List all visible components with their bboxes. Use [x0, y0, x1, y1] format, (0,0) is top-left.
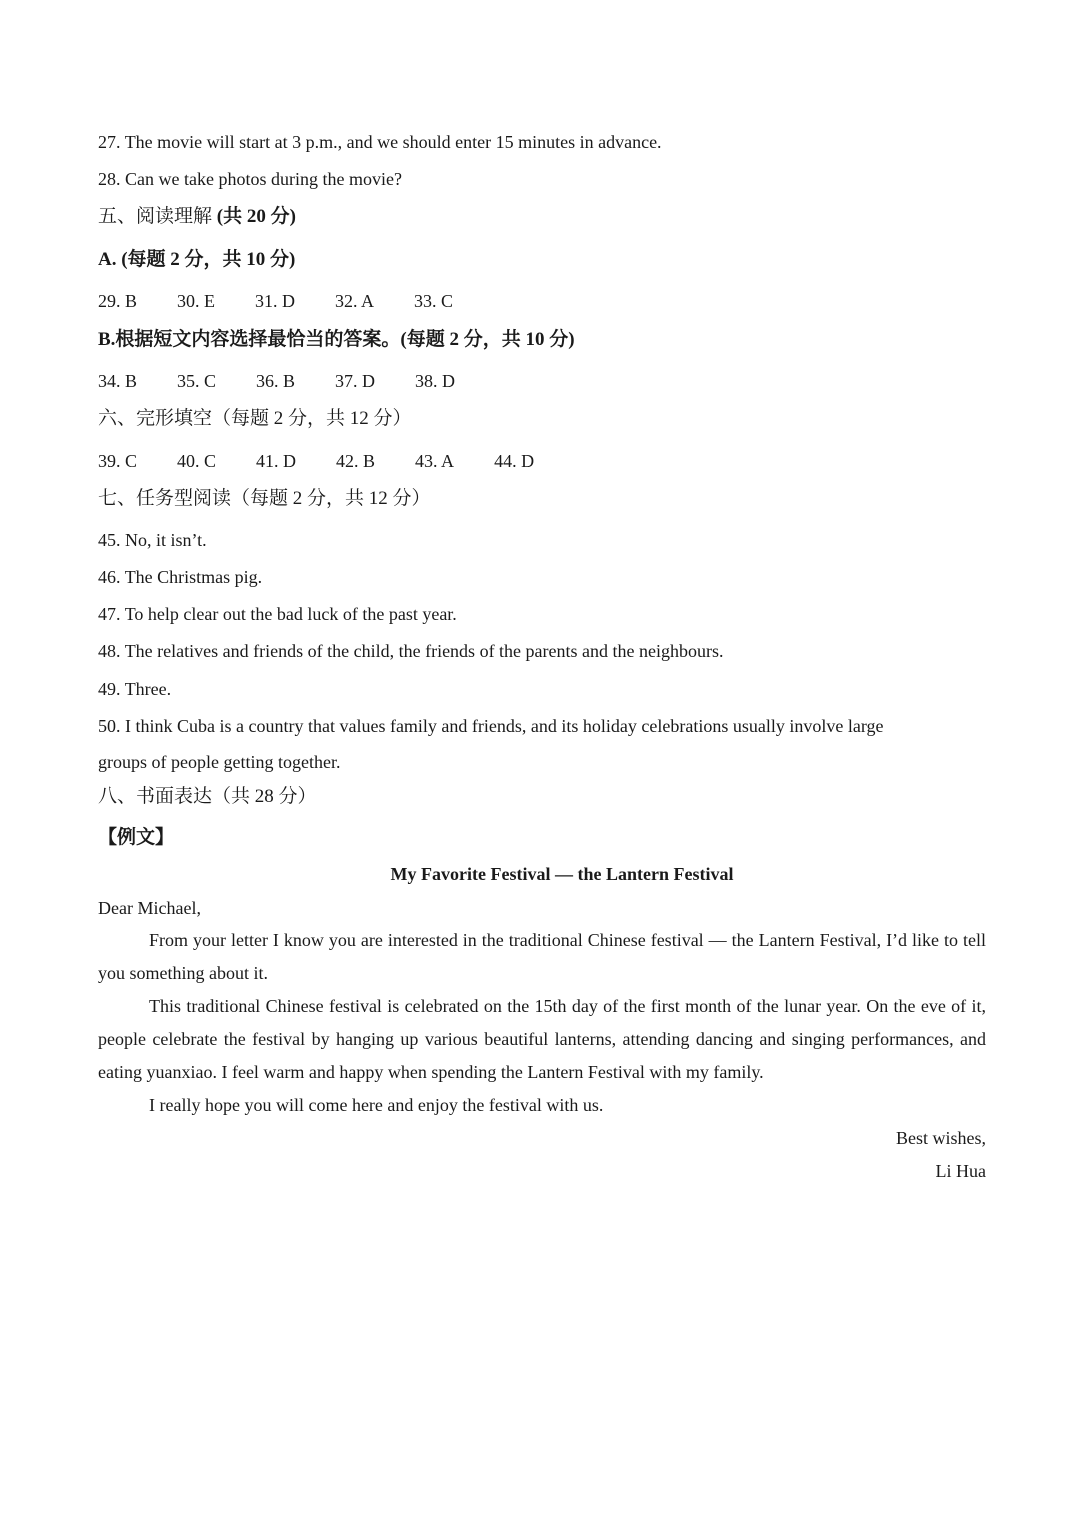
- answer-40: 40. C: [177, 451, 217, 471]
- section-7-heading: 七、任务型阅读（每题 2 分，共 12 分）: [98, 488, 431, 509]
- section-5b-heading: B.根据短文内容选择最恰当的答案。(每题 2 分，共 10 分): [98, 329, 575, 350]
- essay-paragraph-2: This traditional Chinese festival is celebrated on the 15th day of the first month of the lunar year. On the eve of it, people celebrate the festival by hanging up various beautiful lanterns, attending dancing and singing performances, and eating yuanxiao. I feel warm and happy when spending the Lantern Festival with my family.: [98, 996, 986, 1082]
- sample-essay-tag: 【例文】: [98, 827, 175, 848]
- essay-title: My Favorite Festival — the Lantern Festival: [390, 864, 734, 884]
- essay-paragraph-3: I really hope you will come here and enjoy the festival with us.: [149, 1095, 604, 1115]
- section-5a-heading: A. (每题 2 分，共 10 分): [98, 249, 296, 270]
- answer-29: 29. B: [98, 291, 138, 311]
- answer-32: 32. A: [335, 291, 375, 311]
- answer-28: 28. Can we take photos during the movie?: [98, 169, 402, 189]
- essay-greeting: Dear Michael,: [98, 898, 201, 918]
- essay-paragraph-1: From your letter I know you are interested in the traditional Chinese festival — the Lantern Festival, I’d like to tell you something about it.: [98, 930, 986, 983]
- answer-46: 46. The Christmas pig.: [98, 567, 263, 587]
- answer-48: 48. The relatives and friends of the child, the friends of the parents and the neighbours.: [98, 641, 724, 661]
- answer-31: 31. D: [255, 291, 296, 311]
- essay-signature: Li Hua: [935, 1161, 986, 1181]
- answer-47: 47. To help clear out the bad luck of the past year.: [98, 604, 457, 624]
- answer-30: 30. E: [177, 291, 216, 311]
- answers-39-44: [98, 449, 534, 473]
- answer-36: 36. B: [256, 371, 296, 391]
- answer-35: 35. C: [177, 371, 217, 391]
- answer-44: 44. D: [494, 451, 535, 471]
- answer-43: 43. A: [415, 451, 455, 471]
- answer-27: 27. The movie will start at 3 p.m., and we should enter 15 minutes in advance.: [98, 132, 662, 152]
- answer-34: 34. B: [98, 371, 138, 391]
- section-5-heading: 五、阅读理解 (共 20 分): [98, 206, 296, 227]
- answer-45: 45. No, it isn’t.: [98, 530, 207, 550]
- answer-33: 33. C: [414, 291, 454, 311]
- answers-29-33: [98, 289, 453, 313]
- essay-closing: Best wishes,: [896, 1128, 986, 1148]
- answers-34-38: [98, 369, 455, 393]
- answer-41: 41. D: [256, 451, 297, 471]
- answer-50: 50. I think Cuba is a country that values family and friends, and its holiday celebrations usually involve large: [98, 716, 884, 736]
- section-8-heading: 八、书面表达（共 28 分）: [98, 786, 317, 807]
- answer-38: 38. D: [415, 371, 456, 391]
- answer-42: 42. B: [336, 451, 376, 471]
- section-6-heading: 六、完形填空（每题 2 分，共 12 分）: [98, 408, 412, 429]
- answer-37: 37. D: [335, 371, 376, 391]
- answer-39: 39. C: [98, 451, 138, 471]
- answer-49: 49. Three.: [98, 679, 172, 699]
- answer-50-continued: groups of people getting together.: [98, 752, 341, 772]
